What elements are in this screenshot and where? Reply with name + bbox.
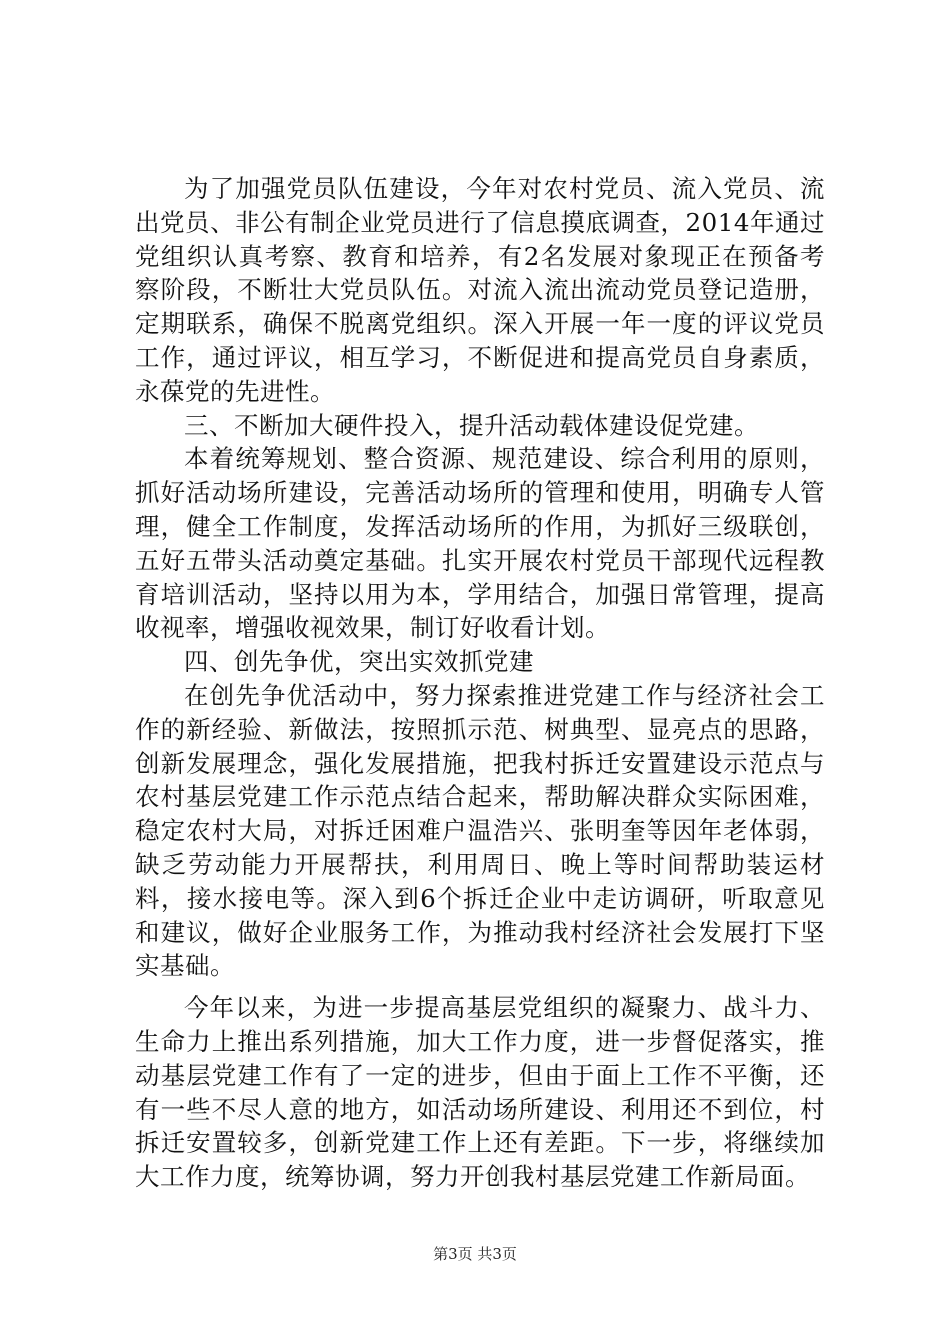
section-heading-excellence: 四、创先争优，突出实效抓党建: [184, 647, 534, 677]
document-body: [135, 172, 825, 1194]
section-heading-hardware-investment: 三、不断加大硬件投入，提升活动载体建设促党建。: [184, 410, 759, 440]
paragraph-activity-venues: 本着统筹规划、整合资源、规范建设、综合利用的原则，抓好活动场所建设，完善活动场所的管理和使用，明确专人管理，健全工作制度，发挥活动场所的作用，为抓好三级联创，五好五带头活动奠定基础。扎实开展农村党员干部现代远程教育培训活动，坚持以用为本，学用结合，加强日常管理，提高收视率，增强收视效果，制订好收看计划。: [135, 444, 825, 643]
page-number-footer: 第3页 共3页: [433, 1245, 517, 1263]
paragraph-party-team-building: 为了加强党员队伍建设，今年对农村党员、流入党员、流出党员、非公有制企业党员进行了信息摸底调查，2014年通过党组织认真考察、教育和培养，有2名发展对象现正在预备考察阶段，不断壮大党员队伍。对流入流出流动党员登记造册，定期联系，确保不脱离党组织。深入开展一年一度的评议党员工作，通过评议，相互学习，不断促进和提高党员自身素质，永葆党的先进性。: [135, 174, 825, 406]
paragraph-excellence-activities: 在创先争优活动中，努力探索推进党建工作与经济社会工作的新经验、新做法，按照抓示范、树典型、显亮点的思路，创新发展理念，强化发展措施，把我村拆迁安置建设示范点与农村基层党建工作示范点结合起来，帮助解决群众实际困难，稳定农村大局，对拆迁困难户温浩兴、张明奎等因年老体弱，缺乏劳动能力开展帮扶，利用周日、晚上等时间帮助装运材料，接水接电等。深入到6个拆迁企业中走访调研，听取意见和建议，做好企业服务工作，为推动我村经济社会发展打下坚实基础。: [135, 680, 825, 981]
paragraph-summary: 今年以来，为进一步提高基层党组织的凝聚力、战斗力、生命力上推出系列措施，加大工作力度，进一步督促落实，推动基层党建工作有了一定的进步，但由于面上工作不平衡，还有一些不尽人意的地方，如活动场所建设、利用还不到位，村拆迁安置较多，创新党建工作上还有差距。下一步，将继续加大工作力度，统筹协调，努力开创我村基层党建工作新局面。: [135, 993, 825, 1192]
